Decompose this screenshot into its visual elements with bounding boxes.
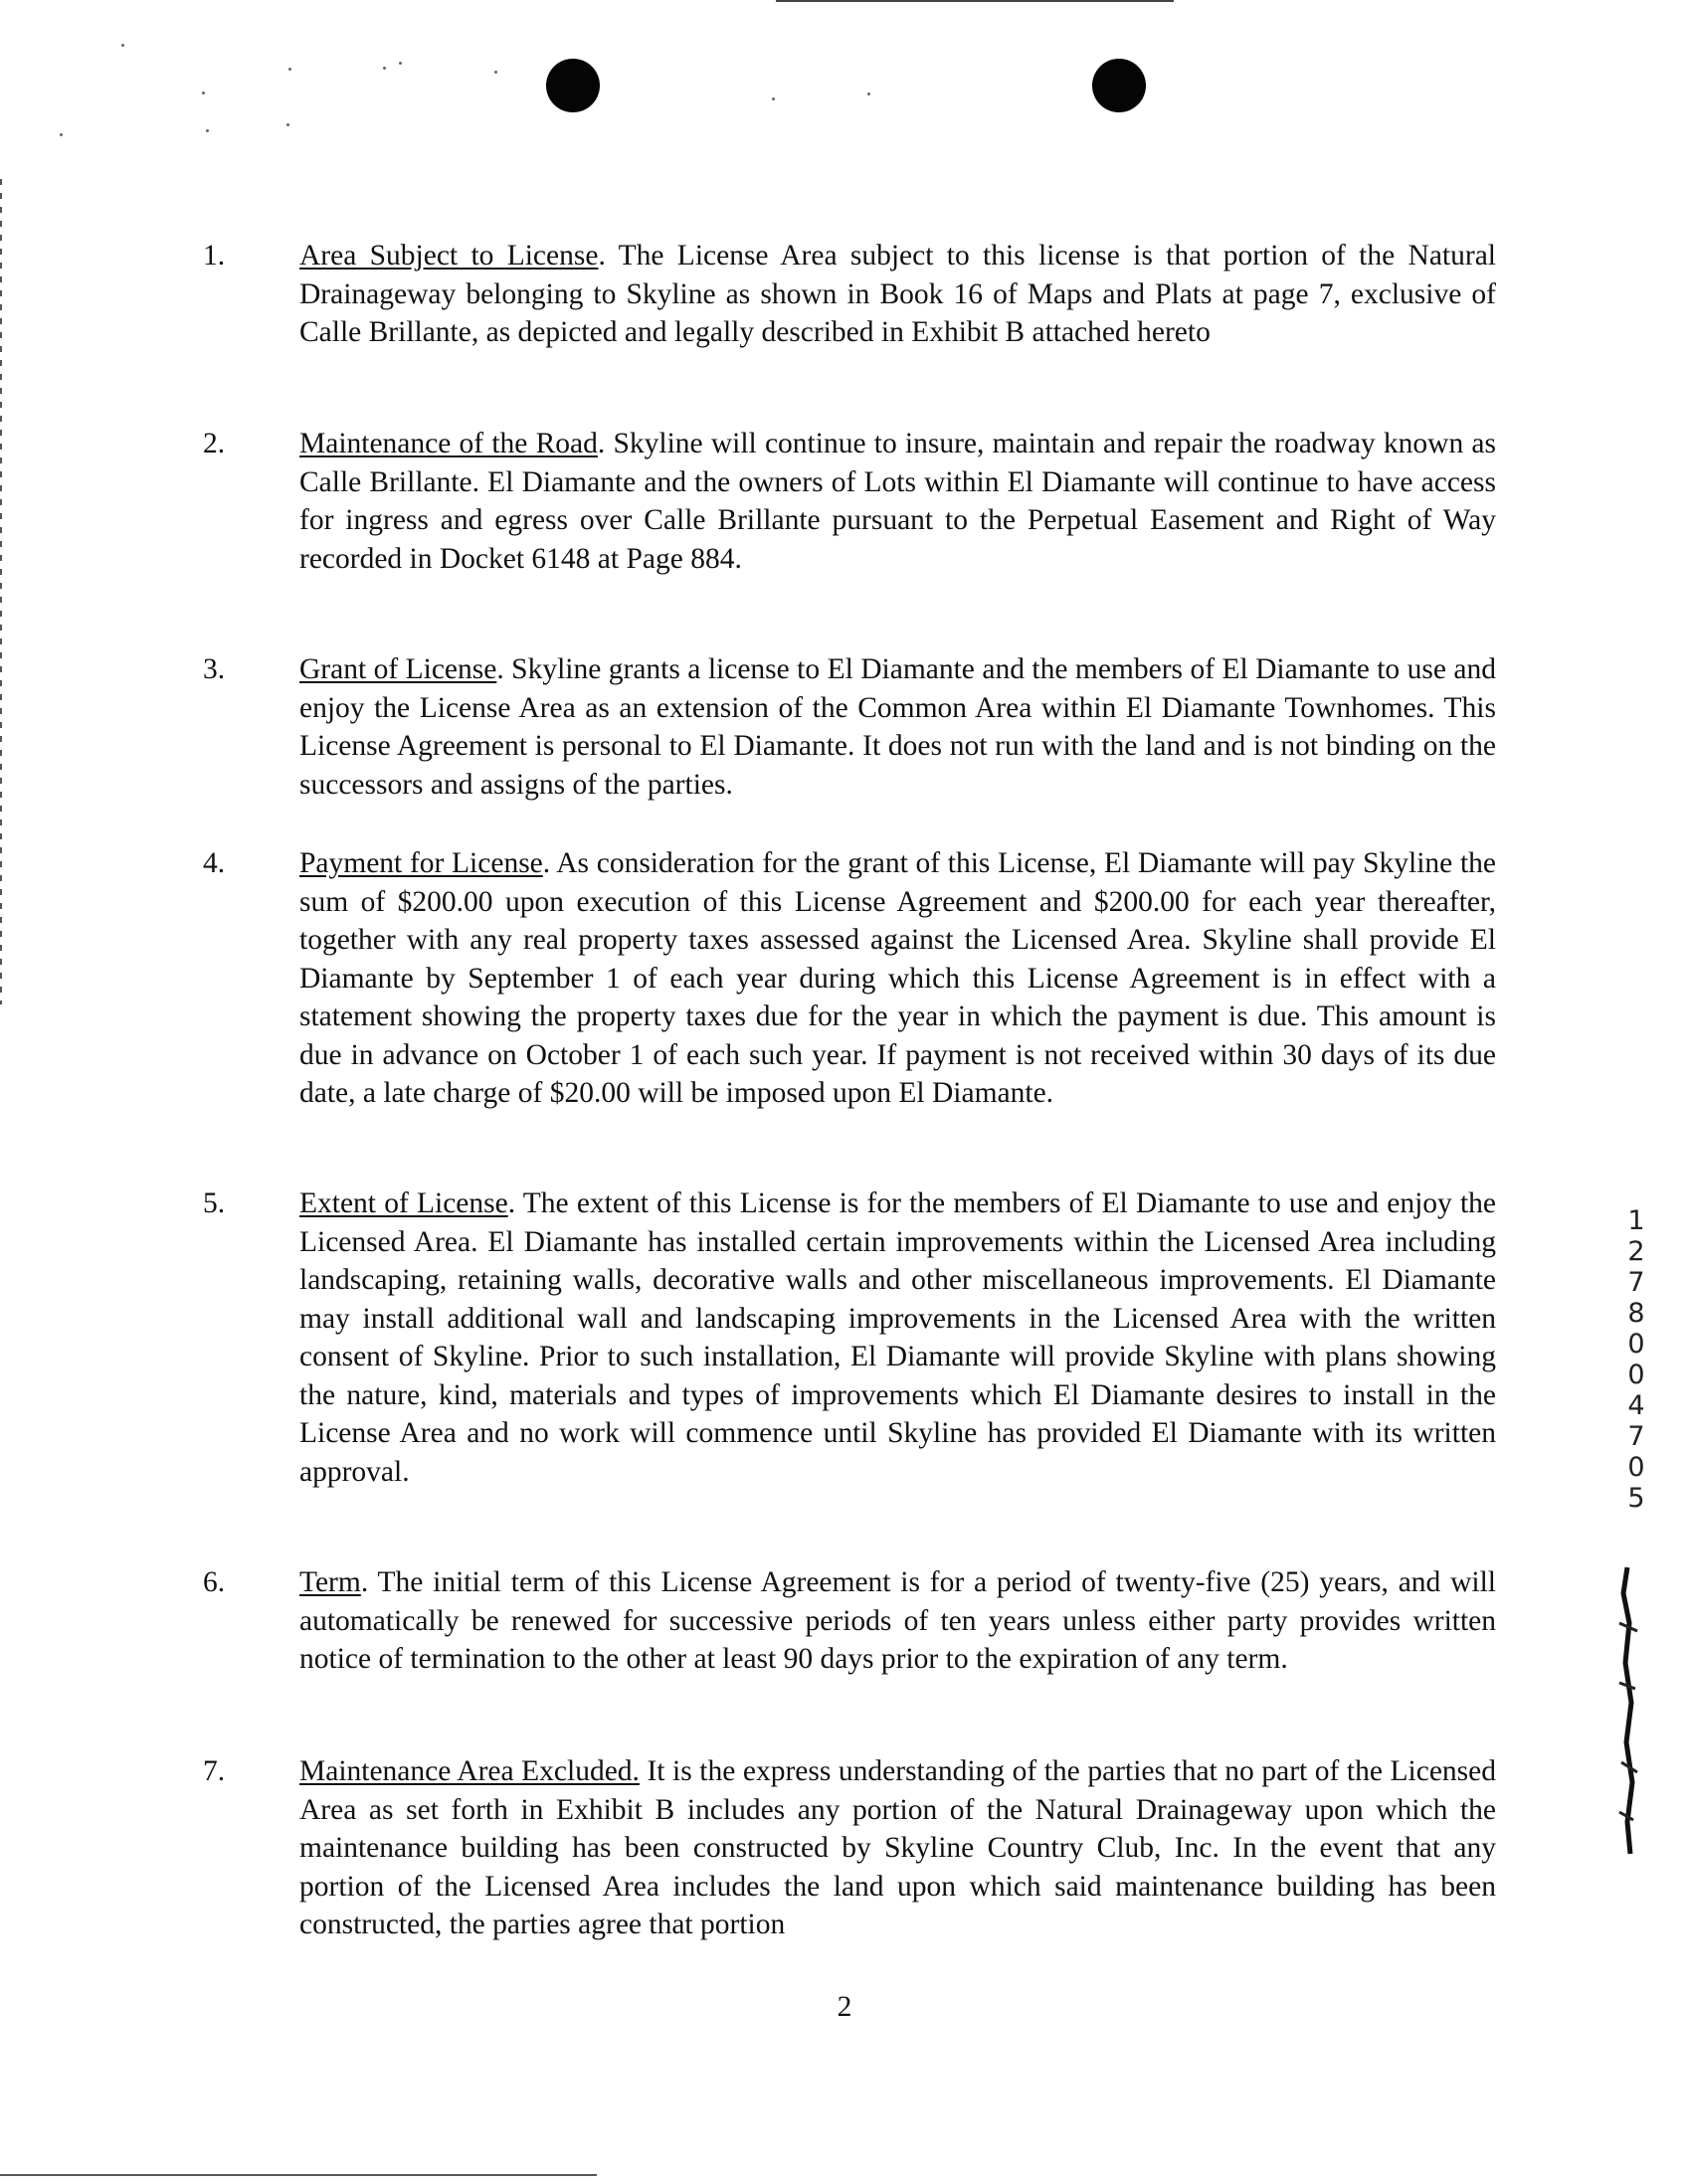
paragraph-number: 1. (203, 240, 226, 272)
scan-speck (288, 68, 291, 71)
punch-hole-left (546, 59, 600, 112)
scan-left-edge-marks (0, 179, 2, 1004)
scan-speck (286, 123, 289, 126)
scan-speck (399, 62, 402, 65)
paragraph-body (299, 844, 1496, 1113)
page-number: 2 (837, 1991, 852, 2023)
scan-speck (494, 71, 497, 74)
paragraph-number: 3. (203, 653, 226, 685)
paragraph-number: 6. (203, 1566, 226, 1598)
paragraph-number: 4. (203, 847, 226, 879)
paragraph-body (299, 650, 1496, 804)
paragraph-heading: Payment for License (299, 847, 543, 879)
paragraph-number: 2. (203, 428, 226, 459)
paragraph-3 (203, 650, 1496, 804)
paragraph-number: 5. (203, 1187, 226, 1219)
paragraph-5 (203, 1184, 1496, 1491)
paragraph-1 (203, 237, 1496, 352)
paragraph-heading: Area Subject to License (299, 240, 599, 272)
scan-speck (60, 133, 63, 136)
paragraph-heading: Term (299, 1566, 361, 1598)
paragraph-7 (203, 1752, 1496, 1944)
paragraph-text: . As consideration for the grant of this License, El Diamante will pay Skyline the sum of $200.00 upon execution of this License Agreement and $200.00 for each year thereafter, together with any real property taxes assessed against the Licensed Area. Skyline shall provide El Diamante by September 1 of each year during which this License Agreement is in effect with a statement showing the property taxes due for the year in which the payment is due. This amount is due in advance on October 1 of each such year. If payment is not received within 30 days of its due date, a late charge of $20.00 will be imposed upon El Diamante. (299, 847, 1496, 1109)
stamp-smudge-mark (1613, 1563, 1643, 1858)
recording-stamp: 1 2 7 8 0 0 4 7 0 5 (1627, 1205, 1645, 1514)
paragraph-heading: Maintenance Area Excluded. (299, 1755, 640, 1787)
punch-hole-right (1092, 59, 1146, 112)
scan-speck (121, 44, 124, 47)
paragraph-text: . The extent of this License is for the members of El Diamante to use and enjoy the Licensed Area. El Diamante has installed certain improvements within the Licensed Area including landscaping, retaining walls, decorative walls and other miscellaneous improvements. El Diamante may install additional wall and landscaping improvements in the Licensed Area with the written consent of Skyline. Prior to such installation, El Diamante will provide Skyline with plans showing the nature, kind, materials and types of improvements which El Diamante desires to install in the License Area and no work will commence until Skyline has provided El Diamante with its written approval. (299, 1187, 1497, 1488)
paragraph-4 (203, 844, 1496, 1113)
paragraph-body (299, 1184, 1496, 1491)
paragraph-body (299, 425, 1496, 578)
paragraph-text: . The initial term of this License Agreement is for a period of twenty-five (25) years, and will automatically be renewed for successive periods of ten years unless either party provides written notice of termination to the other at least 90 days prior to the expiration of any term. (299, 1566, 1496, 1675)
paragraph-number: 7. (203, 1755, 226, 1787)
paragraph-heading: Extent of License (299, 1187, 508, 1219)
scan-speck (383, 67, 386, 70)
paragraph-body (299, 1752, 1496, 1944)
paragraph-text: . Skyline grants a license to El Diamante and the members of El Diamante to use and enjoy the License Area as an extension of the Common Area within El Diamante Townhomes. This License Agreement is personal to El Diamante. It does not run with the land and is not binding on the successors and assigns of the parties. (299, 653, 1496, 801)
paragraph-6 (203, 1563, 1496, 1679)
scan-speck (867, 92, 870, 95)
paragraph-heading: Maintenance of the Road (299, 428, 598, 459)
paragraph-text: . The License Area subject to this license is that portion of the Natural Drainageway belonging to Skyline as shown in Book 16 of Maps and Plats at page 7, exclusive of Calle Brillante, as depicted and legally described in Exhibit B attached hereto (299, 240, 1496, 348)
scan-speck (202, 91, 205, 94)
scan-speck (206, 129, 209, 132)
paragraph-2 (203, 425, 1496, 578)
paragraph-heading: Grant of License (299, 653, 497, 685)
paragraph-body (299, 237, 1496, 352)
paragraph-text: It is the express understanding of the parties that no part of the Licensed Area as set forth in Exhibit B includes any portion of the Natural Drainageway upon which the maintenance building has been constructed by Skyline Country Club, Inc. In the event that any portion of the Licensed Area includes the land upon which said maintenance building has been constructed, the parties agree that portion (299, 1755, 1496, 1940)
paragraph-text: . Skyline will continue to insure, maintain and repair the roadway known as Calle Brillante. El Diamante and the owners of Lots within El Diamante will continue to have access for ingress and egress over Calle Brillante pursuant to the Perpetual Easement and Right of Way recorded in Docket 6148 at Page 884. (299, 428, 1496, 575)
scan-top-rule (776, 0, 1174, 2)
paragraph-body (299, 1563, 1496, 1679)
scan-bottom-rule (0, 2174, 597, 2176)
scan-speck (772, 97, 775, 100)
